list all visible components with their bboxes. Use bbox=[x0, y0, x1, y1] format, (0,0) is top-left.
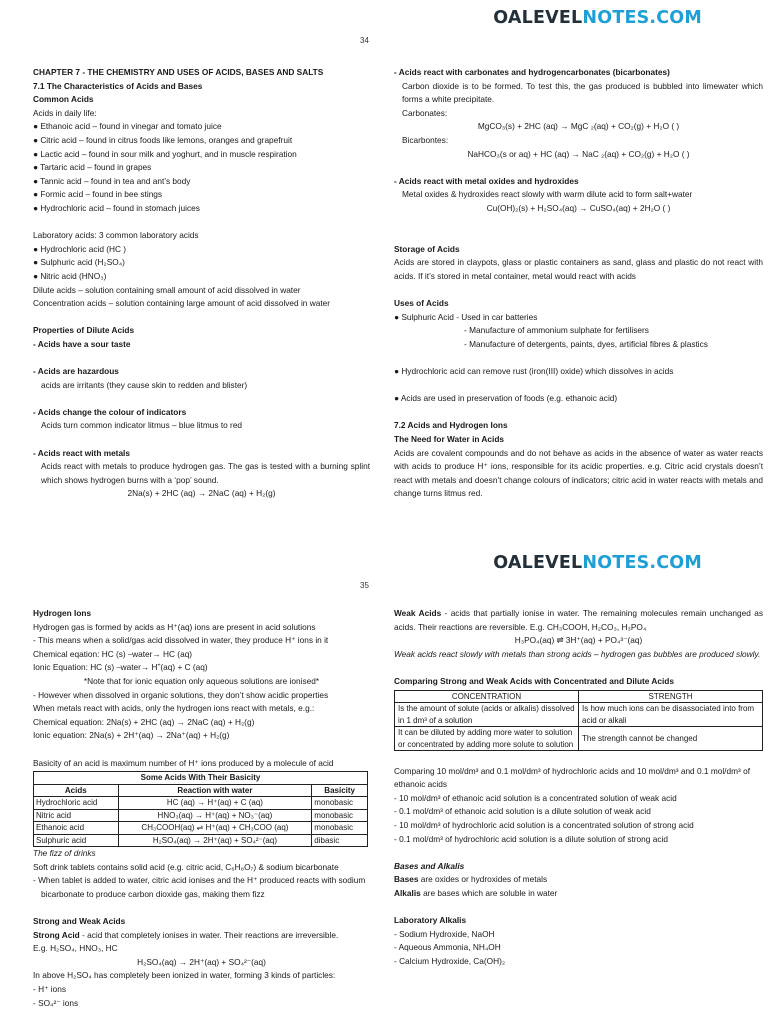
site-logo[interactable] bbox=[493, 8, 702, 28]
strong-weak-section bbox=[33, 847, 370, 1010]
spacer bbox=[394, 229, 763, 243]
text-line: acids are irritants (they cause skin to redden and blister) bbox=[41, 379, 248, 390]
table-cell: It can be diluted by adding more water to solution or concentrated by adding more solute to solution bbox=[395, 727, 579, 751]
text-line: Bicarbontes: bbox=[402, 134, 449, 145]
spacer bbox=[394, 846, 763, 860]
spacer bbox=[394, 901, 763, 915]
table-row bbox=[34, 834, 368, 847]
table-cell: Hydrochloric acid bbox=[34, 797, 119, 810]
table-row bbox=[34, 822, 368, 835]
text-line: - Aqueous Ammonia, NH₄OH bbox=[394, 942, 501, 953]
comparison-table bbox=[394, 690, 763, 752]
column-header: Reaction with water bbox=[118, 784, 312, 797]
logo-text-a: OALEVEL bbox=[493, 8, 583, 28]
text-line: 2Na(s) + 2HC (aq) → 2NaC (aq) + H₂(g) bbox=[127, 488, 276, 499]
text-line: - 10 mol/dm³ of ethanoic acid solution is a concentrated solution of weak acid bbox=[394, 792, 677, 803]
text-line: Laboratory acids: 3 common laboratory acids bbox=[33, 230, 199, 241]
text-line: 7.1 The Characteristics of Acids and Bases bbox=[33, 80, 203, 91]
table-cell: monobasic bbox=[312, 809, 368, 822]
logo-text-b: NOTES.COM bbox=[582, 8, 702, 28]
table-row bbox=[34, 797, 368, 810]
table-cell: CH₃COOH(aq) ⇌ H⁺(aq) + CH₃COO (aq) bbox=[118, 822, 312, 835]
basicity-table bbox=[33, 771, 368, 847]
text-line: - When tablet is added to water, citric acid ionises and the H⁺ produced reacts with sodium bicarbonate to produce carbon dioxide gas, making them fizz bbox=[33, 875, 366, 899]
text-line: The Need for Water in Acids bbox=[394, 434, 505, 445]
text-line: Concentration acids – solution containing large amount of acid dissolved in water bbox=[33, 298, 331, 309]
text-line: ● Sulphuric Acid - Used in car batteries bbox=[394, 311, 538, 322]
table-cell: H₂SO₄(aq) → 2H⁺(aq) + SO₄²⁻(aq) bbox=[118, 834, 312, 847]
text-line: Common Acids bbox=[33, 94, 94, 105]
text-line: Basicity of an acid is maximum number of H⁺ ions produced by a molecule of acid bbox=[33, 757, 334, 768]
text-line: E.g. H₂SO₄, HNO₃, HC bbox=[33, 943, 118, 954]
text-line: - Calcium Hydroxide, Ca(OH)₂ bbox=[394, 955, 506, 966]
text-line: H₃PO₄(aq) ⇌ 3H⁺(aq) + PO₄³⁻(aq) bbox=[514, 635, 643, 646]
text-line: Soft drink tablets contains solid acid (e.g. citric acid, C₆H₈O₇) & sodium bicarbonate bbox=[33, 861, 339, 872]
table-row bbox=[395, 727, 763, 751]
text-line: ● Tannic acid – found in tea and ant’s body bbox=[33, 175, 191, 186]
column-header: STRENGTH bbox=[579, 690, 763, 703]
table-cell: The strength cannot be changed bbox=[579, 727, 763, 751]
text-line: Chemical eqation: HC (s) ⎯water→ HC (aq) bbox=[33, 648, 193, 659]
page-35 bbox=[0, 512, 768, 1024]
spacer bbox=[33, 216, 370, 230]
table-cell: Ethanoic acid bbox=[34, 822, 119, 835]
text-line: Weak Acids - acids that partially ionise in water. The remaining molecules remain unchanged as acids. Their reactions are reversible. E.g. CH₃COOH, H₂CO₃, H₃PO₄ bbox=[394, 608, 763, 632]
text-line: Storage of Acids bbox=[394, 243, 460, 254]
text-line: Dilute acids – solution containing small amount of acid dissolved in water bbox=[33, 284, 301, 295]
column-header: Basicity bbox=[312, 784, 368, 797]
text-line: - Acids are hazardous bbox=[33, 366, 119, 377]
text-line: Strong Acid - acid that completely ionises in water. Their reactions are irreversible. bbox=[33, 929, 339, 940]
text-line: ● Tartaric acid – found in grapes bbox=[33, 162, 152, 173]
right-column bbox=[394, 607, 763, 969]
logo-text-a: OALEVEL bbox=[493, 553, 583, 573]
table-cell: monobasic bbox=[312, 822, 368, 835]
text-line: ● Sulphuric acid (H₂SO₄) bbox=[33, 257, 125, 268]
spacer bbox=[394, 351, 763, 365]
page-number: 35 bbox=[360, 581, 369, 590]
spacer bbox=[394, 661, 763, 675]
text-line: Ionic Equation: HC (s) ⎯water→ H⁺(aq) + C (aq) bbox=[33, 662, 208, 673]
spacer bbox=[394, 406, 763, 420]
logo-text-b: NOTES.COM bbox=[582, 553, 702, 573]
text-line: ● Lactic acid – found in sour milk and yoghurt, and in muscle respiration bbox=[33, 148, 297, 159]
text-line: 7.2 Acids and Hydrogen Ions bbox=[394, 420, 508, 431]
bases-alkalis-section bbox=[394, 751, 763, 969]
table-cell: Nitric acid bbox=[34, 809, 119, 822]
text-line: - Acids have a sour taste bbox=[33, 338, 131, 349]
text-line: Bases and Alkalis bbox=[394, 860, 465, 871]
text-line: Properties of Dilute Acids bbox=[33, 325, 135, 336]
text-line: - SO₄²⁻ ions bbox=[33, 997, 79, 1008]
text-line: ● Hydrochloric acid (HC ) bbox=[33, 243, 127, 254]
left-column bbox=[33, 66, 370, 501]
table-cell: Is the amount of solute (acids or alkalis) dissolved in 1 dm³ of a solution bbox=[395, 703, 579, 727]
column-header: Acids bbox=[34, 784, 119, 797]
text-line: - Sodium Hydroxide, NaOH bbox=[394, 928, 495, 939]
text-line: NaHCO₃(s or aq) + HC (aq) → NaC ₂(aq) + CO₂(g) + H₂O ( ) bbox=[467, 148, 690, 159]
spacer bbox=[33, 351, 370, 365]
text-line: Bases are oxides or hydroxides of metals bbox=[394, 874, 548, 885]
text-line: Hydrogen Ions bbox=[33, 608, 92, 618]
text-line: - 0.1 mol/dm³ of ethanoic acid solution is a dilute solution of weak acid bbox=[394, 806, 651, 817]
text-line: Chemical equation: 2Na(s) + 2HC (aq) → 2NaC (aq) + H₂(g) bbox=[33, 716, 255, 727]
right-column bbox=[394, 66, 763, 501]
spacer bbox=[33, 433, 370, 447]
text-line: When metals react with acids, only the hydrogen ions react with metals, e.g.: bbox=[33, 703, 315, 714]
text-line: Laboratory Alkalis bbox=[394, 915, 467, 926]
text-line: Alkalis are bases which are soluble in water bbox=[394, 888, 558, 898]
text-line: - 0.1 mol/dm³ of hydrochloric acid solution is a dilute solution of strong acid bbox=[394, 833, 668, 844]
table-cell: HNO₃(aq) → H⁺(aq) + NO₃⁻(aq) bbox=[118, 809, 312, 822]
text-line: - H⁺ ions bbox=[33, 984, 66, 995]
text-line: Weak acids react slowly with metals than strong acids – hydrogen gas bubbles are produced slowly. bbox=[394, 648, 761, 659]
text-line: Hydrogen gas is formed by acids as H⁺(aq) ions are present in acid solutions bbox=[33, 621, 316, 632]
left-column bbox=[33, 607, 370, 1010]
weak-acids-section bbox=[394, 607, 763, 689]
text-line: Acids are stored in claypots, glass or plastic containers as sand, glass and plastic do not react with acids. If it’s stored in metal container, metal would react with acids bbox=[394, 257, 763, 281]
text-line: Carbon dioxide is to be formed. To test this, the gas produced is bubbled into limewater which forms a white precipitate. bbox=[402, 80, 763, 105]
text-line: ● Citric acid – found in citrus foods like lemons, oranges and grapefruit bbox=[33, 134, 293, 145]
text-line: - Acids change the colour of indicators bbox=[33, 406, 187, 417]
text-line: ● Hydrochloric acid – found in stomach juices bbox=[33, 202, 200, 213]
text-line: - Acids react with metal oxides and hydroxides bbox=[394, 175, 579, 186]
text-line: Comparing Strong and Weak Acids with Concentrated and Dilute Acids bbox=[394, 675, 674, 686]
table-cell: Sulphuric acid bbox=[34, 834, 119, 847]
spacer bbox=[33, 902, 370, 916]
text-line: - This means when a solid/gas acid dissolved in water, they produce H⁺ ions in it bbox=[33, 635, 329, 646]
table-row bbox=[395, 703, 763, 727]
text-line: CHAPTER 7 - THE CHEMISTRY AND USES OF ACIDS, BASES AND SALTS bbox=[33, 67, 324, 77]
text-line: Comparing 10 mol/dm³ and 0.1 mol/dm³ of hydrochloric acids and 10 mol/dm³ and 0.1 mol/dm³ of ethanoic acids bbox=[394, 765, 751, 790]
spacer bbox=[394, 751, 763, 765]
text-line: Acids are covalent compounds and do not behave as acids in the absence of water as water reacts with acids to produce H⁺ ions, responsible for its acidic properties. e.g. Citric acid crystals doesn’t react with metals and doesn’t change colours of indicators; citric acid in water reacts with metals and change turns litmus red. bbox=[394, 447, 763, 499]
site-logo[interactable] bbox=[493, 553, 702, 573]
text-line: - Acids react with carbonates and hydrogencarbonates (bicarbonates) bbox=[394, 67, 670, 77]
text-line: Cu(OH)₂(s) + H₂SO₄(aq) → CuSO₄(aq) + 2H₂O ( ) bbox=[486, 202, 671, 213]
spacer bbox=[394, 161, 763, 175]
text-line: ● Acids are used in preservation of foods (e.g. ethanoic acid) bbox=[394, 393, 618, 404]
text-line: - Manufacture of detergents, paints, dyes, artificial fibres & plastics bbox=[464, 338, 708, 349]
spacer bbox=[33, 311, 370, 325]
text-line: ● Ethanoic acid – found in vinegar and tomato juice bbox=[33, 121, 222, 132]
spacer bbox=[33, 392, 370, 406]
text-line: - However when dissolved in organic solutions, they don’t show acidic properties bbox=[33, 689, 329, 700]
text-line: Acids react with metals to produce hydrogen gas. The gas is tested with a burning splint which shows hydrogen burns with a ‘pop’ sound. bbox=[41, 461, 370, 485]
text-line: Metal oxides & hydroxides react slowly with warm dilute acid to form salt+water bbox=[402, 189, 693, 200]
table-cell: dibasic bbox=[312, 834, 368, 847]
text-line: In above H₂SO₄ has completely been ionized in water, forming 3 kinds of particles: bbox=[33, 970, 336, 981]
text-line: Acids turn common indicator litmus – blue litmus to red bbox=[41, 420, 243, 431]
spacer bbox=[394, 379, 763, 393]
text-line: ● Nitric acid (HNO₃) bbox=[33, 270, 107, 281]
text-line: MgCO₃(s) + 2HC (aq) → MgC ₂(aq) + CO₂(g) + H₂O ( ) bbox=[477, 121, 680, 132]
text-line: The fizz of drinks bbox=[33, 848, 96, 859]
spacer bbox=[33, 743, 370, 757]
text-line: Carbonates: bbox=[402, 107, 448, 118]
text-line: Acids in daily life: bbox=[33, 107, 97, 118]
text-line: Strong and Weak Acids bbox=[33, 916, 126, 927]
spacer bbox=[394, 284, 763, 298]
page-number: 34 bbox=[360, 36, 369, 45]
table-header-row bbox=[34, 784, 368, 797]
text-line: ● Hydrochloric acid can remove rust (iron(III) oxide) which dissolves in acids bbox=[394, 366, 674, 377]
text-line: Uses of Acids bbox=[394, 298, 449, 309]
table-row bbox=[34, 809, 368, 822]
hydrogen-ions-section bbox=[33, 607, 370, 770]
text-line: - Manufacture of ammonium sulphate for fertilisers bbox=[464, 325, 649, 336]
text-line: *Note that for ionic equation only aqueous solutions are ionised* bbox=[83, 675, 320, 686]
column-header: CONCENTRATION bbox=[395, 690, 579, 703]
text-line: Ionic equation: 2Na(s) + 2H⁺(aq) → 2Na⁺(aq) + H₂(g) bbox=[33, 730, 230, 741]
basicity-table-title: Some Acids With Their Basicity bbox=[34, 772, 368, 785]
text-line: ● Formic acid – found in bee stings bbox=[33, 189, 163, 200]
text-line: - Acids react with metals bbox=[33, 447, 130, 458]
spacer bbox=[394, 216, 763, 230]
table-cell: Is how much ions can be disassociated into from acid or alkali bbox=[579, 703, 763, 727]
table-cell: monobasic bbox=[312, 797, 368, 810]
text-line: H₂SO₄(aq) → 2H⁺(aq) + SO₄²⁻(aq) bbox=[137, 956, 266, 967]
text-line: - 10 mol/dm³ of hydrochloric acid solution is a concentrated solution of strong acid bbox=[394, 820, 694, 831]
table-header-row bbox=[395, 690, 763, 703]
table-cell: HC (aq) → H⁺(aq) + C (aq) bbox=[118, 797, 312, 810]
